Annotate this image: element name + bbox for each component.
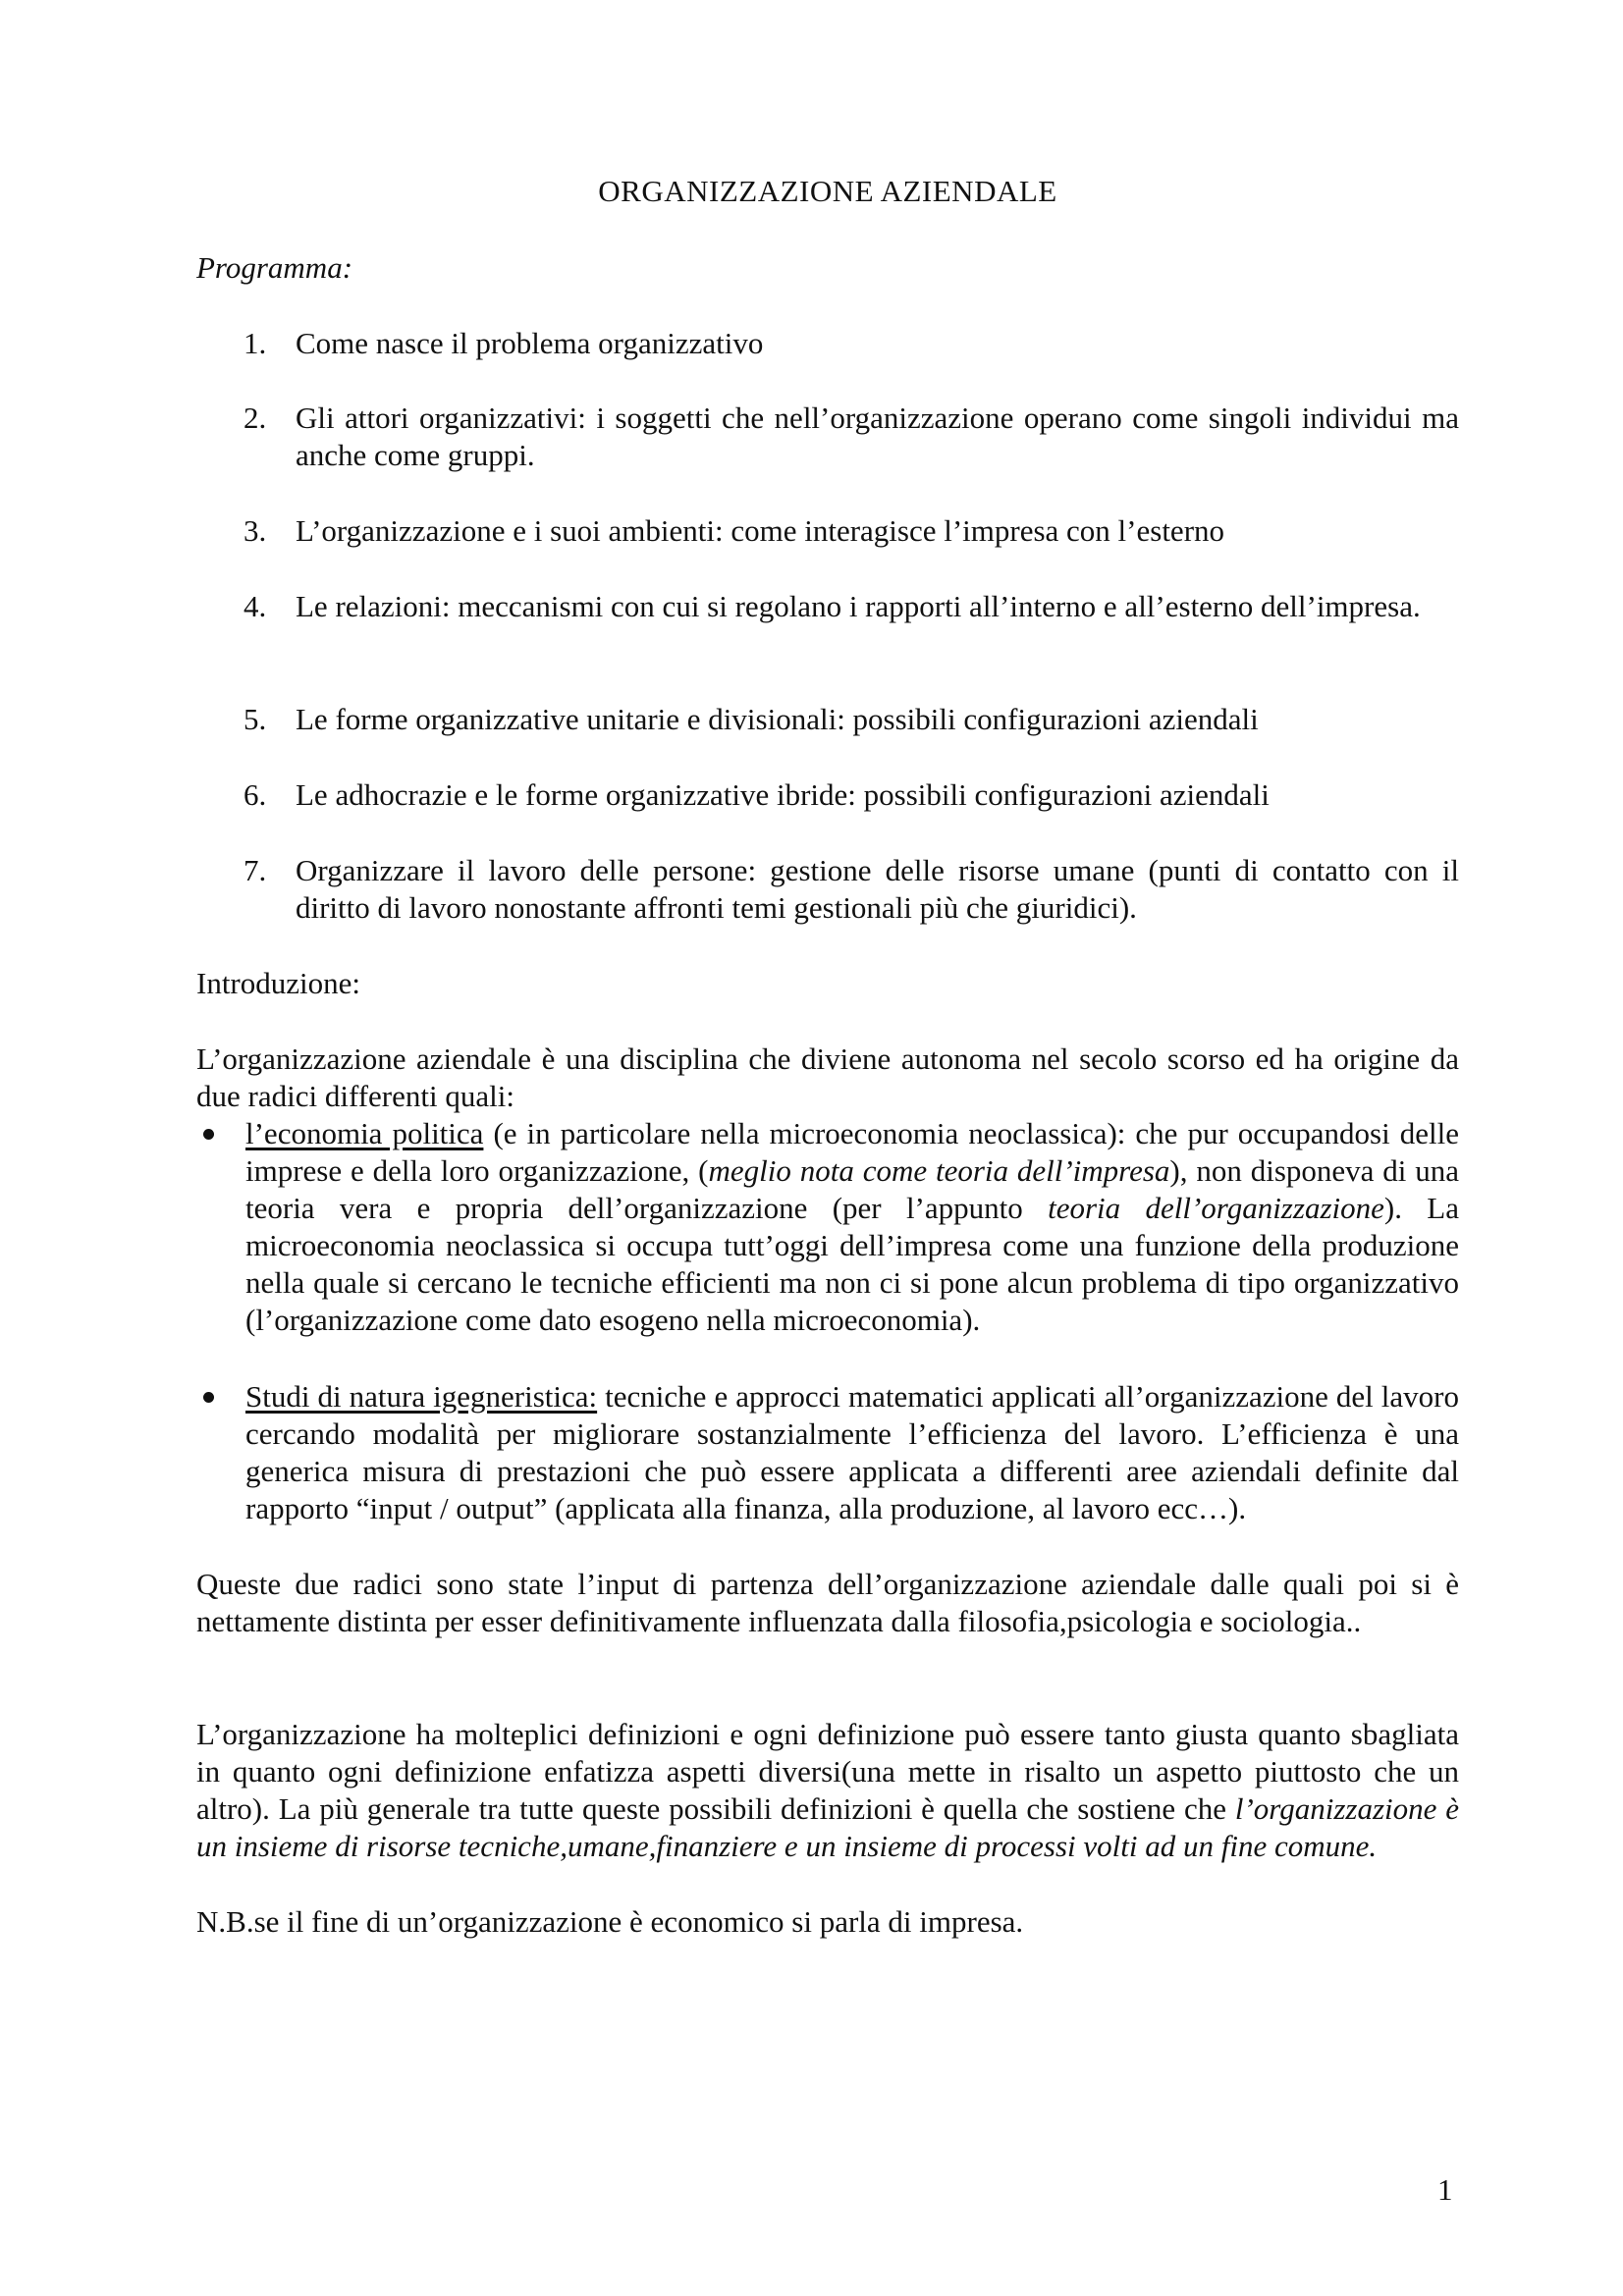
definition-paragraph bbox=[196, 1716, 1459, 1865]
program-item bbox=[196, 512, 1459, 550]
program-item-number: 1. bbox=[243, 326, 267, 360]
program-item bbox=[196, 325, 1459, 362]
program-item bbox=[196, 776, 1459, 814]
document-title: ORGANIZZAZIONE AZIENDALE bbox=[598, 174, 1057, 208]
bullet-studi-ingegneristici bbox=[196, 1378, 1459, 1527]
bullet-text-part: tecniche e approcci matematici applicati all’organizzazione del lavoro cercando modalità per migliorare sostanzialmente l’efficienza del lavoro. L’efficienza è una generica misura di prestazioni che può essere applicata a differenti aree aziendali definite dal rapporto “input / output” (applicata alla finanza, alla produzione, al lavoro ecc…). bbox=[245, 1379, 1459, 1525]
program-item-number: 5. bbox=[243, 702, 267, 736]
program-item-text: Le relazioni: meccanismi con cui si regolano i rapporti all’interno e all’esterno dell’impresa. bbox=[296, 589, 1421, 623]
program-item-number: 7. bbox=[243, 853, 267, 887]
document-page bbox=[196, 0, 1459, 2296]
intro-label: Introduzione: bbox=[196, 966, 361, 1000]
program-item-text: Gli attori organizzativi: i soggetti che nell’organizzazione operano come singoli individui ma anche come gruppi. bbox=[296, 400, 1459, 472]
bullet-dot-icon bbox=[203, 1129, 214, 1140]
bullet-dot-icon bbox=[203, 1392, 214, 1403]
program-item-number: 2. bbox=[243, 400, 267, 435]
program-item bbox=[196, 588, 1459, 625]
program-item bbox=[196, 400, 1459, 474]
bullet-italic-part: teoria dell’organizzazione bbox=[1048, 1191, 1384, 1225]
program-item-text: L’organizzazione e i suoi ambienti: come interagisce l’impresa con l’esterno bbox=[296, 513, 1225, 548]
page-number: 1 bbox=[1437, 2172, 1453, 2207]
program-item-text: Organizzare il lavoro delle persone: gestione delle risorse umane (punti di contatto con il diritto di lavoro nonostante affronti temi gestionali più che giuridici). bbox=[296, 853, 1459, 925]
intro-paragraph: L’organizzazione aziendale è una disciplina che diviene autonoma nel secolo scorso ed ha origine da due radici differenti quali: bbox=[196, 1041, 1459, 1113]
program-item-text: Come nasce il problema organizzativo bbox=[296, 326, 764, 360]
bullet-term: l’economia politica bbox=[245, 1116, 484, 1150]
definition-italic: l’organizzazione è un insieme di risorse tecniche,umane,finanziere e un insieme di processi volti ad un fine comune. bbox=[196, 1791, 1459, 1863]
bullet-term: Studi di natura igegneristica: bbox=[245, 1379, 598, 1414]
bullet-text-part: (e in particolare nella microeconomia neoclassica): che pur occupandosi delle imprese e della loro organizzazione, ( bbox=[245, 1116, 1459, 1188]
bullet-text-part: ), non disponeva di una teoria vera e propria dell’organizzazione (per l’appunto bbox=[245, 1153, 1459, 1225]
bullet-text-part: ). La microeconomia neoclassica si occupa tutt’oggi dell’impresa come una funzione della produzione nella quale si cercano le tecniche efficienti ma non ci si pone alcun problema di tipo organizzativo (l’organizzazione come dato esogeno nella microeconomia). bbox=[245, 1191, 1459, 1337]
nb-paragraph: N.B.se il fine di un’organizzazione è economico si parla di impresa. bbox=[196, 1904, 1024, 1939]
program-label: Programma: bbox=[196, 250, 353, 285]
bullet-text bbox=[245, 1115, 1459, 1339]
program-item-text: Le adhocrazie e le forme organizzative ibride: possibili configurazioni aziendali bbox=[296, 777, 1270, 812]
program-item-number: 3. bbox=[243, 513, 267, 548]
definition-text: L’organizzazione ha molteplici definizioni e ogni definizione può essere tanto giusta quanto sbagliata in quanto ogni definizione enfatizza aspetti diversi(una mette in risalto un aspetto piuttosto che un altro). La più generale tra tutte queste possibili definizioni è quella che sostiene che bbox=[196, 1717, 1459, 1826]
bullet-text bbox=[245, 1378, 1459, 1527]
program-item-number: 4. bbox=[243, 589, 267, 623]
program-item bbox=[196, 852, 1459, 927]
program-item-number: 6. bbox=[243, 777, 267, 812]
roots-paragraph: Queste due radici sono state l’input di partenza dell’organizzazione aziendale dalle quali poi si è nettamente distinta per esser definitivamente influenzata dalla filosofia,psicologia e sociologia.. bbox=[196, 1567, 1459, 1638]
bullet-economia-politica bbox=[196, 1115, 1459, 1339]
program-item-text: Le forme organizzative unitarie e divisionali: possibili configurazioni aziendali bbox=[296, 702, 1259, 736]
program-item bbox=[196, 701, 1459, 738]
bullet-italic-part: meglio nota come teoria dell’impresa bbox=[708, 1153, 1170, 1188]
